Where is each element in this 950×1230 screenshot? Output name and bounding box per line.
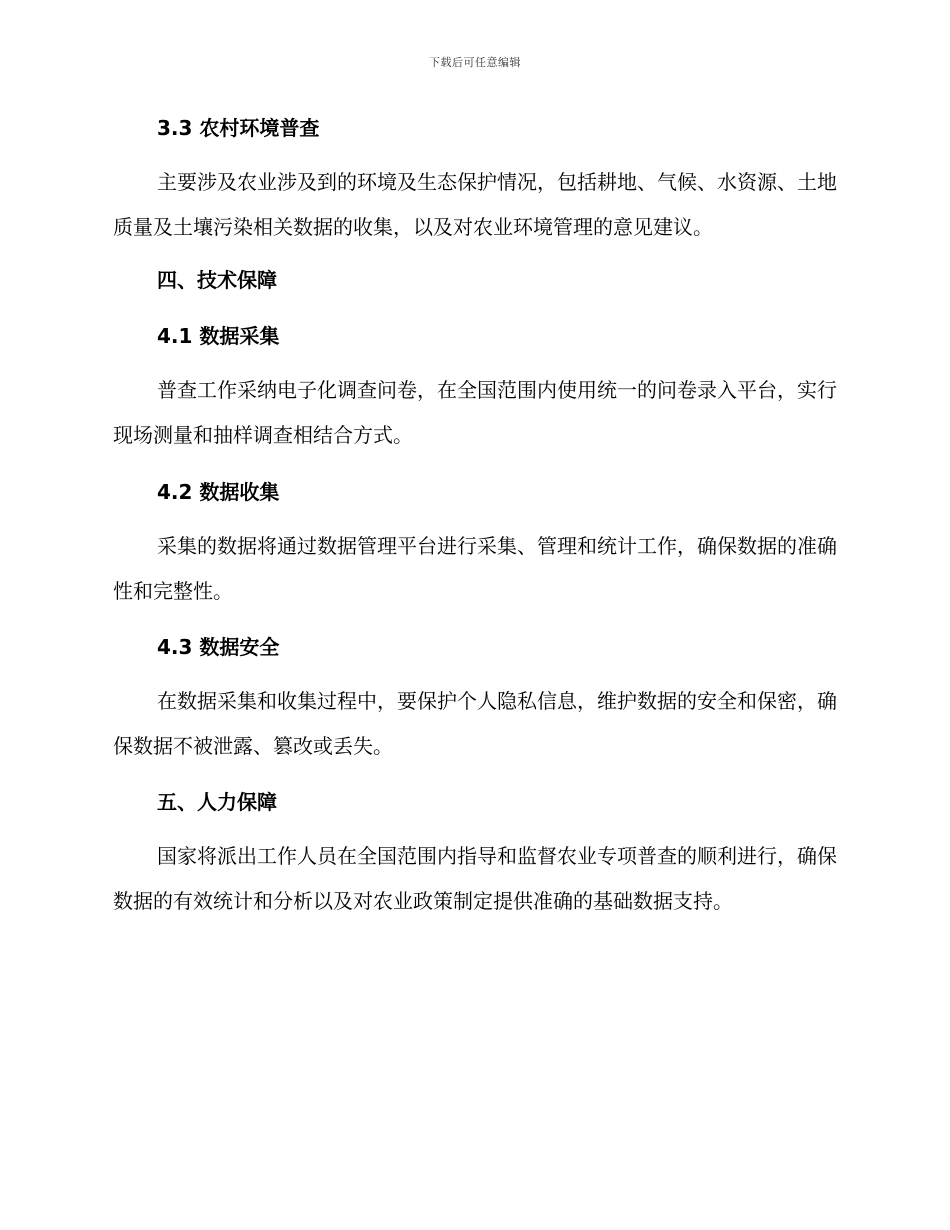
section-heading-4-1: 4.1 数据采集	[157, 324, 280, 348]
section-heading-4-2: 4.2 数据收集	[157, 480, 280, 504]
document-body	[113, 110, 837, 924]
section-paragraph-4-1: 普查工作采纳电子化调查问卷，在全国范围内使用统一的问卷录入平台，实行现场测量和抽样调查相结合方式。	[113, 378, 837, 447]
section-heading-3-3: 3.3 农村环境普查	[157, 116, 320, 140]
section-paragraph-4-3: 在数据采集和收集过程中，要保护个人隐私信息，维护数据的安全和保密，确保数据不被泄露、篡改或丢失。	[113, 689, 837, 758]
section-paragraph-3-3: 主要涉及农业涉及到的环境及生态保护情况，包括耕地、气候、水资源、土地质量及土壤污染相关数据的收集，以及对农业环境管理的意见建议。	[113, 170, 837, 239]
section-heading-4-3: 4.3 数据安全	[157, 635, 280, 659]
section-heading-4: 四、技术保障	[157, 268, 277, 292]
section-heading-5: 五、人力保障	[157, 790, 277, 814]
section-paragraph-5: 国家将派出工作人员在全国范围内指导和监督农业专项普查的顺利进行，确保数据的有效统计和分析以及对农业政策制定提供准确的基础数据支持。	[113, 844, 837, 913]
section-paragraph-4-2: 采集的数据将通过数据管理平台进行采集、管理和统计工作，确保数据的准确性和完整性。	[113, 534, 837, 603]
page-header: 下载后可任意编辑	[429, 56, 521, 69]
